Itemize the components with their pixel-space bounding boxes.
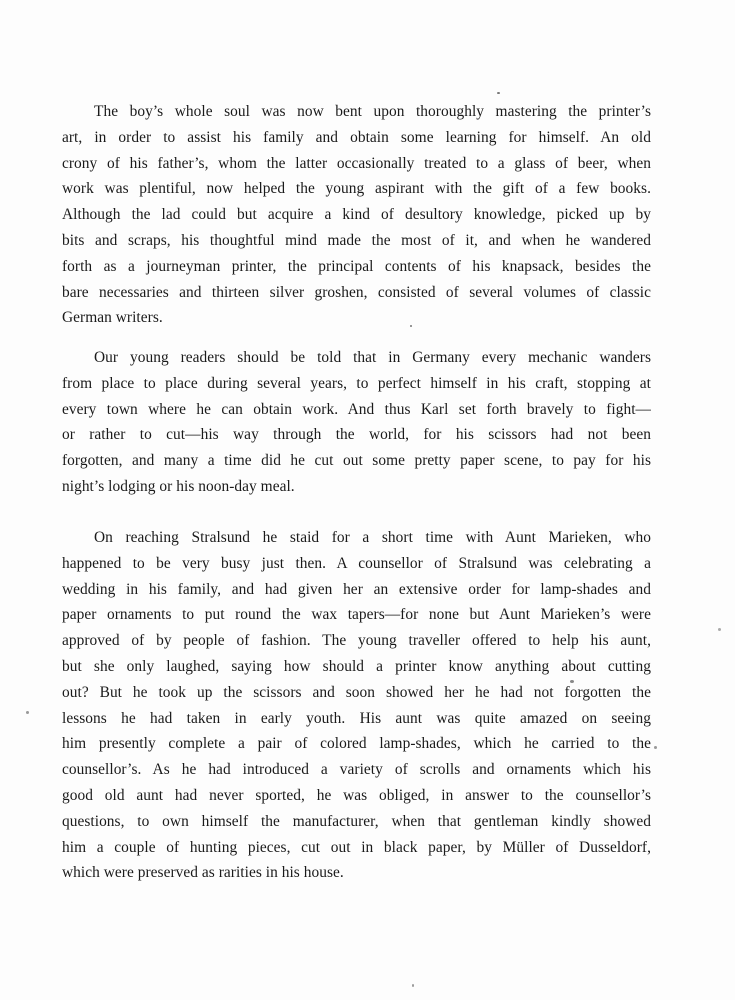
paragraph-line: every town where he can obtain work. And thus Karl set forth bravely to fight— (62, 400, 651, 418)
paragraph-line: Our young readers should be told that in Germany every mechanic wanders (94, 349, 651, 366)
paragraph-line: Although the lad could but acquire a kind of desultory knowledge, picked up by (62, 206, 651, 224)
paragraph-2 (62, 345, 651, 500)
paragraph-line: crony of his father’s, whom the latter occasionally treated to a glass of beer, when (62, 154, 651, 172)
paragraph-line: The boy’s whole soul was now bent upon thoroughly mastering the printer’s (94, 103, 651, 120)
paragraph-line: work was plentiful, now helped the young aspirant with the gift of a few books. (62, 180, 651, 198)
paragraph-line: questions, to own himself the manufacturer, when that gentleman kindly showed (62, 812, 651, 830)
paragraph-line: which were preserved as rarities in his house. (62, 864, 344, 882)
paragraph-line: approved of by people of fashion. The young traveller offered to help his aunt, (62, 632, 651, 650)
scan-speck (410, 325, 412, 327)
scan-speck (654, 746, 657, 749)
paragraph-line: forgotten, and many a time did he cut out some pretty paper scene, to pay for his (62, 452, 651, 470)
paragraph-line: night’s lodging or his noon-day meal. (62, 477, 295, 495)
paragraph-line: but she only laughed, saying how should a printer know anything about cutting (62, 657, 651, 675)
paragraph-line: forth as a journeyman printer, the principal contents of his knapsack, besides the (62, 257, 651, 275)
paragraph-line: bare necessaries and thirteen silver groshen, consisted of several volumes of classic (62, 283, 651, 301)
paragraph-line: bits and scraps, his thoughtful mind made the most of it, and when he wandered (62, 231, 651, 249)
paragraph-line: art, in order to assist his family and obtain some learning for himself. An old (62, 128, 651, 146)
paragraph-1 (62, 99, 651, 331)
paragraph-line: from place to place during several years, to perfect himself in his craft, stopping at (62, 374, 651, 392)
scan-speck (570, 680, 574, 683)
paragraph-line: On reaching Stralsund he staid for a short time with Aunt Marieken, who (94, 529, 651, 546)
paragraph-line: him presently complete a pair of colored lamp-shades, which he carried to the (62, 735, 651, 753)
scan-speck (718, 628, 721, 631)
paragraph-line: paper ornaments to put round the wax tapers—for none but Aunt Marieken’s were (62, 606, 651, 624)
paragraph-3 (62, 525, 651, 886)
paragraph-line: counsellor’s. As he had introduced a variety of scrolls and ornaments which his (62, 761, 651, 779)
paragraph-line: lessons he had taken in early youth. His aunt was quite amazed on seeing (62, 709, 651, 727)
scan-speck (412, 984, 414, 987)
scan-speck (497, 92, 500, 94)
paragraph-line: good old aunt had never sported, he was obliged, in answer to the counsellor’s (62, 786, 651, 804)
paragraph-line: wedding in his family, and had given her an extensive order for lamp-shades and (62, 580, 651, 598)
paragraph-line: out? But he took up the scissors and soon showed her he had not forgotten the (62, 683, 651, 701)
paragraph-line: or rather to cut—his way through the world, for his scissors had not been (62, 426, 651, 444)
paragraph-line: happened to be very busy just then. A counsellor of Stralsund was celebrating a (62, 554, 651, 572)
paragraph-line: German writers. (62, 309, 163, 327)
paragraph-line: him a couple of hunting pieces, cut out in black paper, by Müller of Dusseldorf, (62, 838, 651, 856)
scan-speck (26, 711, 29, 714)
